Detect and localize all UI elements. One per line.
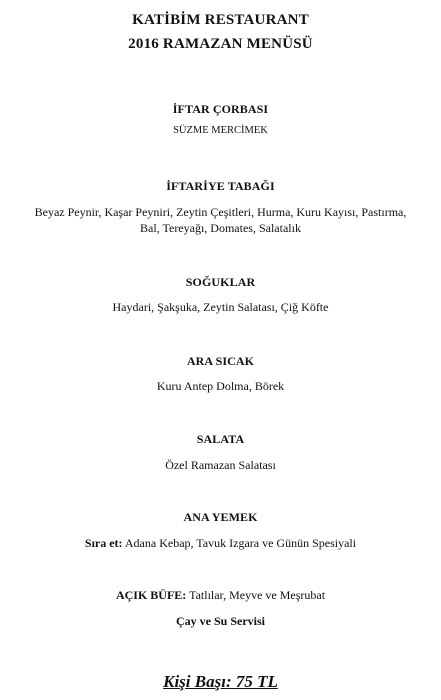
- ana-yemek-label: Sıra et:: [84, 536, 123, 550]
- section-heading-salata: SALATA: [196, 432, 245, 446]
- price-per-person: [0, 672, 441, 692]
- section-heading-iftar-corbasi: İFTAR ÇORBASI: [172, 102, 269, 116]
- price-label: Kişi Başı:: [163, 672, 232, 691]
- price-value: 75 TL: [231, 672, 278, 691]
- soguklar-items: Haydari, Şakşuka, Zeytin Salatası, Çiğ Köfte: [112, 300, 329, 314]
- section-heading-ara-sicak: ARA SICAK: [186, 354, 255, 368]
- acik-bufe-line: [0, 588, 441, 603]
- iftariye-items-line1: Beyaz Peynir, Kaşar Peyniri, Zeytin Çeşitleri, Hurma, Kuru Kayısı, Pastırma,: [34, 205, 407, 219]
- restaurant-name: KATİBİM RESTAURANT: [132, 12, 309, 28]
- menu-title: 2016 RAMAZAN MENÜSÜ: [128, 36, 313, 52]
- acik-bufe-label: AÇIK BÜFE:: [115, 588, 187, 602]
- section-heading-iftariye: İFTARİYE TABAĞI: [166, 179, 275, 193]
- section-heading-soguklar: SOĞUKLAR: [185, 275, 256, 289]
- section-heading-ana-yemek: ANA YEMEK: [183, 510, 258, 524]
- salata-items: Özel Ramazan Salatası: [165, 458, 276, 472]
- ana-yemek-items: Adana Kebap, Tavuk Izgara ve Günün Spesiyali: [122, 536, 357, 550]
- cay-su-servisi: Çay ve Su Servisi: [175, 614, 265, 628]
- acik-bufe-items: Tatlılar, Meyve ve Meşrubat: [186, 588, 326, 602]
- iftar-corbasi-item: SÜZME MERCİMEK: [173, 125, 268, 136]
- ara-sicak-items: Kuru Antep Dolma, Börek: [156, 379, 285, 393]
- ana-yemek-line: [0, 536, 441, 551]
- iftariye-items-line2: Bal, Tereyağı, Domates, Salatalık: [140, 221, 301, 235]
